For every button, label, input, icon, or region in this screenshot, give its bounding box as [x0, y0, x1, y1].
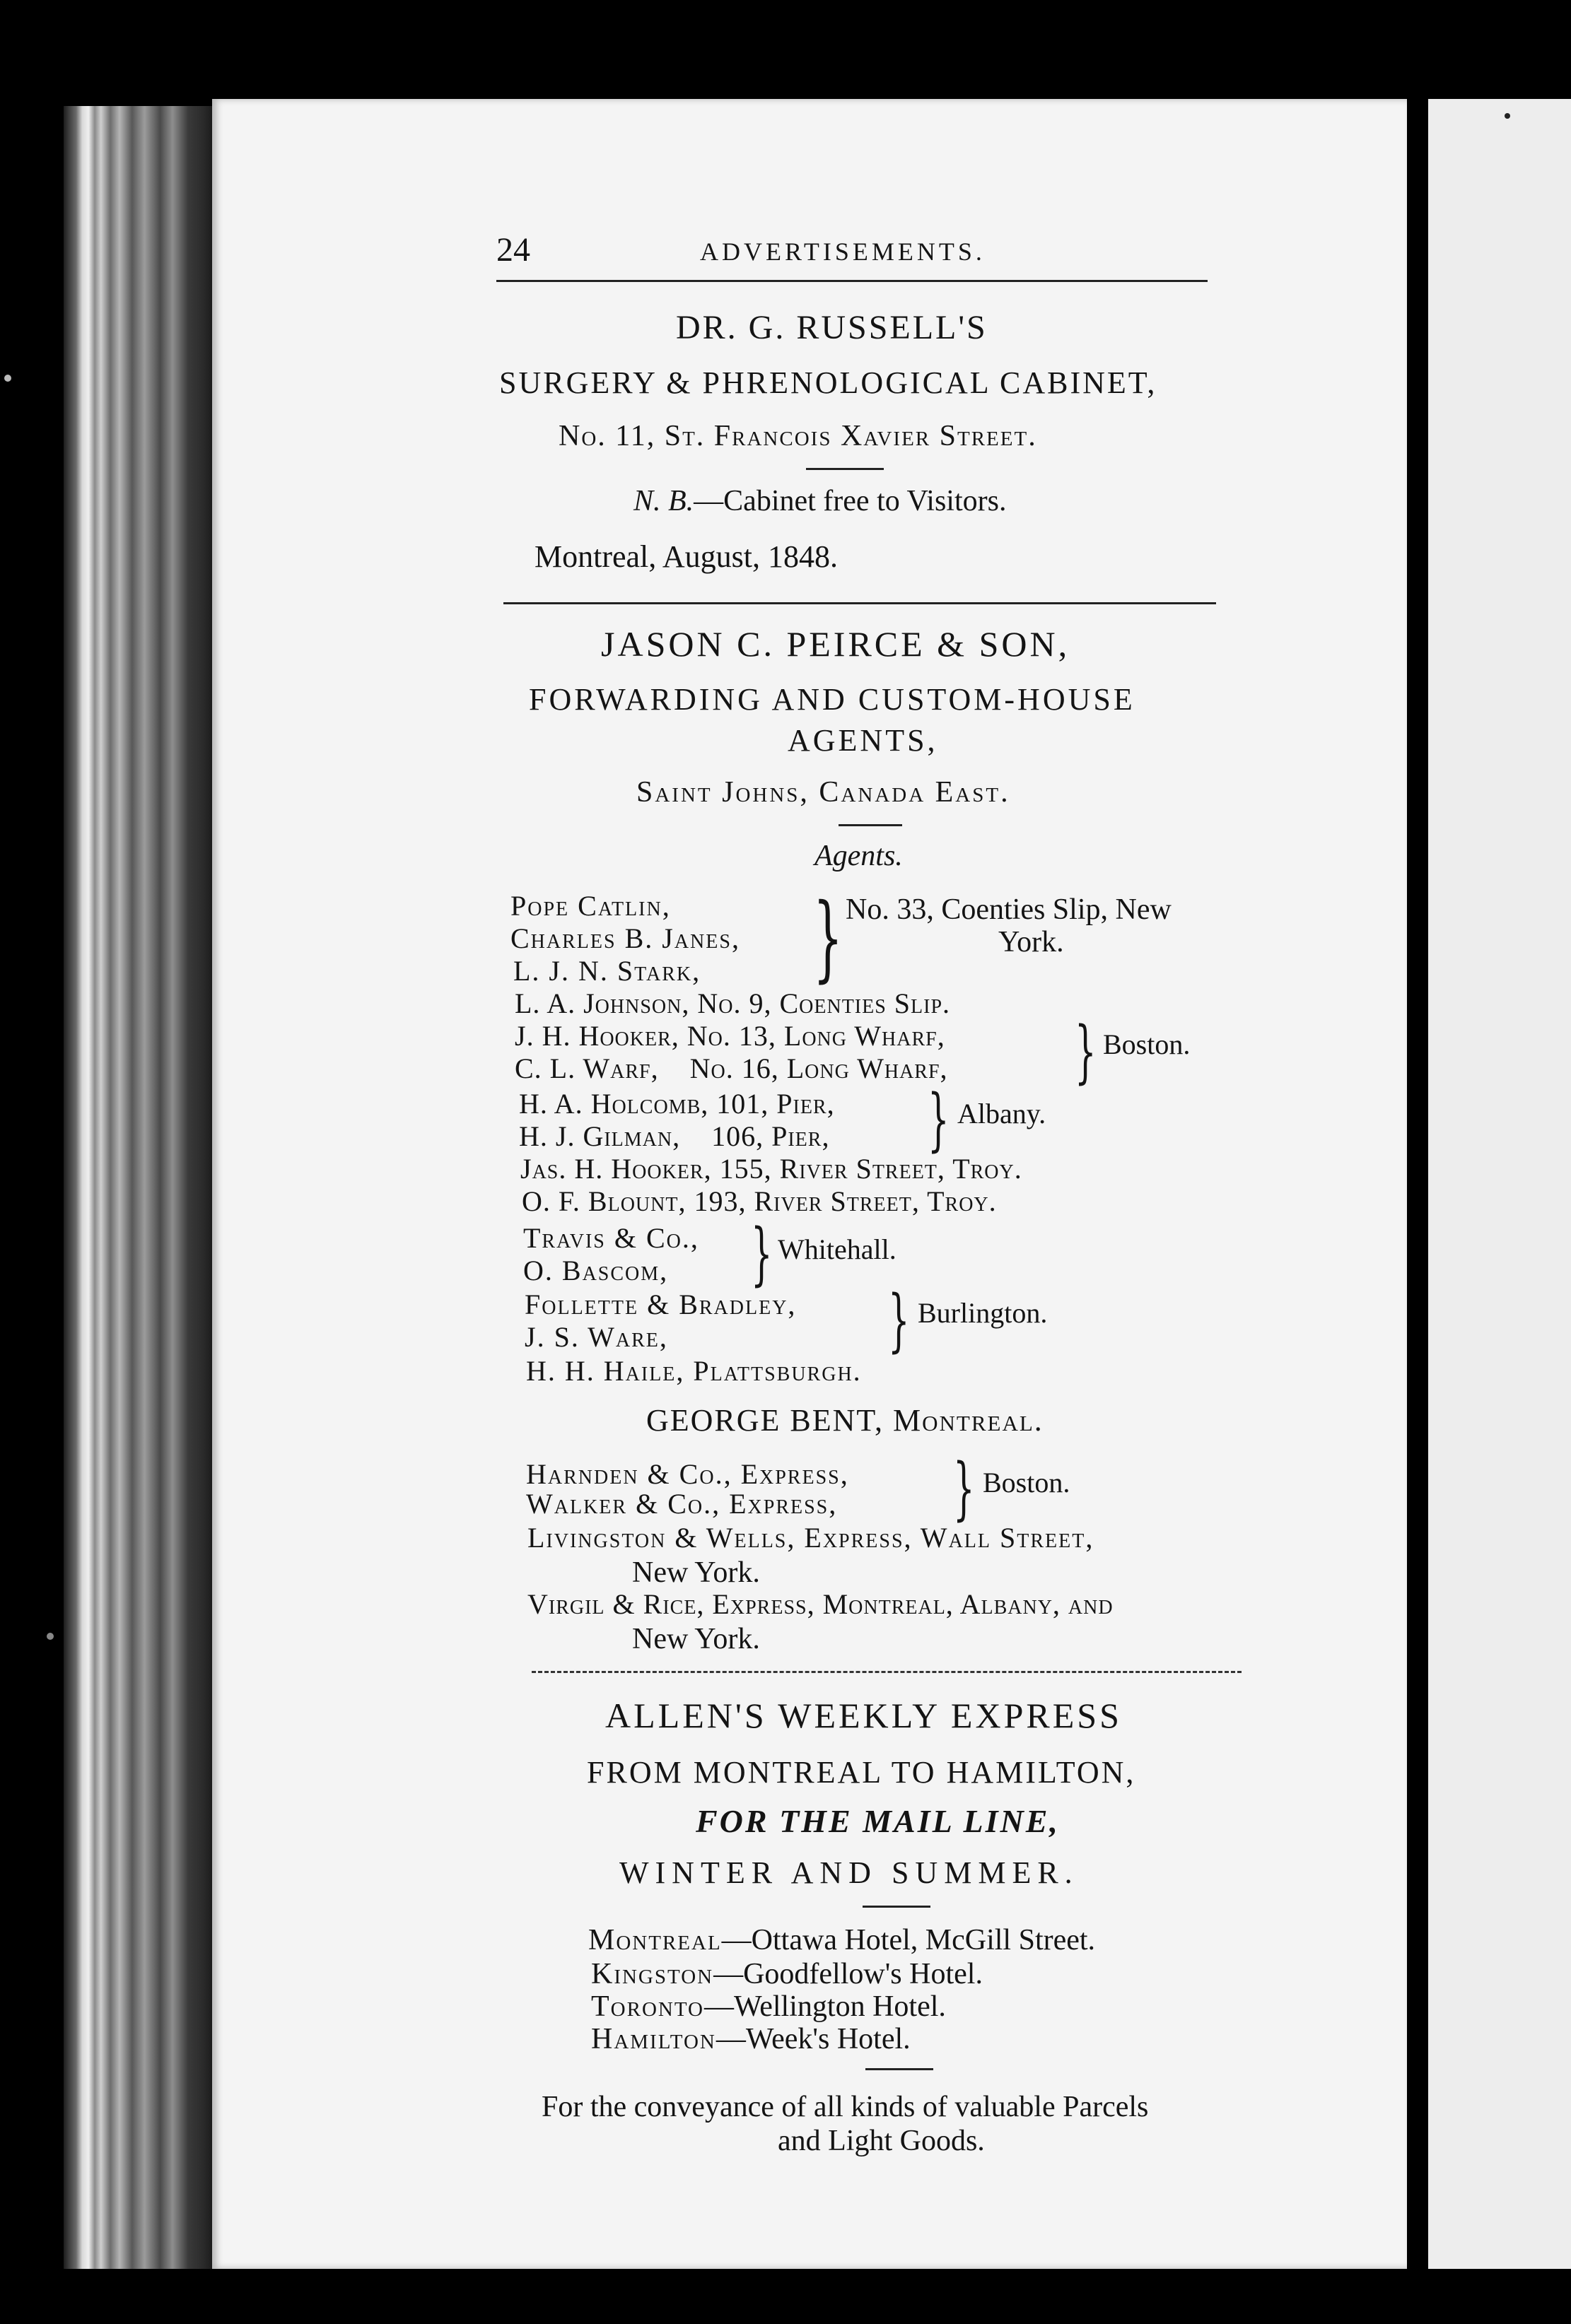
- agent-line: Jas. H. Hooker, 155, River Street, Troy.: [520, 1153, 1022, 1185]
- brace-icon: }: [888, 1281, 910, 1360]
- agent-line: GEORGE BENT, Montreal.: [646, 1403, 1044, 1438]
- peirce-name: JASON C. PEIRCE & SON,: [601, 624, 1070, 664]
- brace-icon: }: [1075, 1012, 1097, 1091]
- brace-icon: }: [813, 884, 843, 992]
- stop-hotel: —Ottawa Hotel, McGill Street.: [721, 1924, 1096, 1956]
- short-rule: [865, 2068, 933, 2070]
- allen-line4: WINTER AND SUMMER.: [619, 1855, 1079, 1890]
- agent-line: L. A. Johnson, No. 9, Coenties Slip.: [515, 987, 951, 1019]
- agent-line: H. H. Haile, Plattsburgh.: [526, 1355, 862, 1387]
- allen-note: For the conveyance of all kinds of valuable Parcels: [542, 2091, 1149, 2123]
- russell-title: SURGERY & PHRENOLOGICAL CABINET,: [499, 365, 1157, 400]
- agent-line: New York.: [632, 1556, 760, 1589]
- agent-line: New York.: [632, 1623, 760, 1655]
- russell-nb: [633, 486, 1006, 516]
- agent-line: J. H. Hooker, No. 13, Long Wharf,: [515, 1020, 945, 1052]
- nb-label: N. B.: [633, 485, 694, 517]
- agent-line: O. F. Blount, 193, River Street, Troy.: [522, 1185, 997, 1217]
- peirce-line1: FORWARDING AND CUSTOM-HOUSE: [529, 682, 1135, 717]
- section-rule: [532, 1671, 1242, 1673]
- page-number: 24: [496, 231, 530, 269]
- stop-city: Hamilton: [591, 2023, 716, 2055]
- agent-city: Burlington.: [918, 1297, 1048, 1329]
- allen-note: and Light Goods.: [778, 2125, 985, 2157]
- allen-line2: FROM MONTREAL TO HAMILTON,: [587, 1755, 1136, 1790]
- agent-line: Travis & Co.,: [523, 1222, 699, 1254]
- section-rule: [503, 602, 1216, 604]
- stop-hotel: —Wellington Hotel.: [703, 1990, 946, 2023]
- brace-icon: }: [751, 1214, 773, 1293]
- russell-address: No. 11, St. Francois Xavier Street.: [559, 420, 1037, 452]
- agent-line: C. L. Warf, No. 16, Long Wharf,: [515, 1052, 948, 1084]
- nb-text: —Cabinet free to Visitors.: [694, 485, 1007, 517]
- header-rule: [496, 280, 1208, 282]
- stop-line: [591, 2024, 911, 2054]
- short-rule: [863, 1906, 930, 1908]
- short-rule: [806, 468, 884, 470]
- agent-line: H. A. Holcomb, 101, Pier,: [519, 1088, 835, 1120]
- allen-title: ALLEN'S WEEKLY EXPRESS: [605, 1696, 1122, 1735]
- agent-city: Albany.: [957, 1098, 1046, 1129]
- agent-city: Boston.: [983, 1467, 1070, 1498]
- stop-city: Toronto: [591, 1990, 704, 2023]
- russell-name: DR. G. RUSSELL'S: [676, 309, 988, 346]
- agent-line: H. J. Gilman, 106, Pier,: [519, 1120, 830, 1152]
- peirce-line2: AGENTS,: [788, 723, 938, 758]
- agent-line: J. S. Ware,: [525, 1321, 668, 1353]
- agent-line: Virgil & Rice, Express, Montreal, Albany, and: [527, 1588, 1114, 1620]
- short-rule: [839, 824, 902, 826]
- stop-line: [588, 1925, 1095, 1955]
- brace-icon: }: [928, 1080, 950, 1159]
- agent-city: Whitehall.: [778, 1233, 897, 1265]
- running-title: ADVERTISEMENTS.: [700, 237, 986, 266]
- allen-line3: FOR THE MAIL LINE,: [696, 1803, 1060, 1839]
- peirce-place: Saint Johns, Canada East.: [636, 776, 1010, 809]
- stop-line: [591, 1959, 983, 1989]
- russell-dateline: Montreal, August, 1848.: [535, 539, 838, 574]
- agent-line: Follette & Bradley,: [525, 1289, 797, 1320]
- agent-name: Charles B. Janes,: [510, 922, 740, 954]
- agent-line: Livingston & Wells, Express, Wall Street,: [527, 1522, 1094, 1554]
- agent-address: No. 33, Coenties Slip, New: [846, 893, 1172, 926]
- agent-address: York.: [998, 926, 1064, 958]
- stop-hotel: —Goodfellow's Hotel.: [713, 1958, 983, 1990]
- stop-city: Montreal: [588, 1924, 722, 1956]
- agent-city: Boston.: [1103, 1028, 1191, 1060]
- agent-line: Walker & Co., Express,: [526, 1488, 838, 1520]
- brace-icon: }: [953, 1449, 975, 1528]
- stop-hotel: —Week's Hotel.: [716, 2023, 911, 2055]
- agent-line: O. Bascom,: [523, 1255, 669, 1286]
- agents-heading: Agents.: [814, 840, 903, 872]
- agent-line: Harnden & Co., Express,: [526, 1458, 849, 1490]
- stop-city: Kingston: [591, 1958, 714, 1990]
- agent-name: L. J. N. Stark,: [513, 955, 701, 987]
- stop-line: [591, 1992, 946, 2021]
- agent-name: Pope Catlin,: [510, 890, 671, 922]
